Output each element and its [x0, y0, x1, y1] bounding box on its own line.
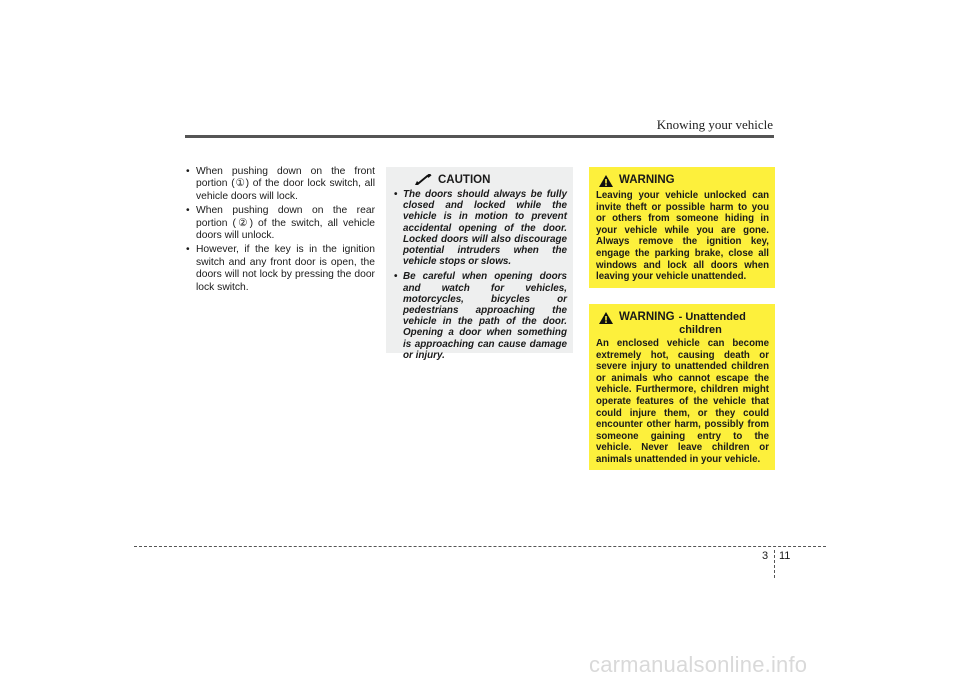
- warning-header: [599, 311, 769, 324]
- caution-title: CAUTION: [438, 174, 491, 186]
- warning-subtitle-cont: children: [679, 324, 722, 336]
- warning-subtitle: - Unattended: [678, 311, 746, 323]
- warning-box-children: [589, 304, 775, 470]
- bullet-item: • When pushing down on the front portion (①) of the door lock switch, all vehicle doors will lock.: [185, 166, 375, 203]
- page-number: 11: [779, 550, 791, 562]
- caution-item: • Be careful when opening doors and watch for vehicles, motorcycles, bicycles or pedestrians approaching the vehicle in the path of the door. Opening a door when something is approaching can cause damage or injury.: [394, 271, 567, 361]
- warning-title: WARNING: [619, 174, 675, 186]
- pencil-caution-icon: [414, 174, 432, 186]
- body-text-column: [185, 166, 375, 296]
- caution-box: [386, 167, 573, 361]
- caution-item: • The doors should always be fully closed and locked while the vehicle is in motion to prevent accidental opening of the door. Locked doors will also discourage potential intruders when the vehicle stops or slows.: [394, 189, 567, 267]
- header-rule: [185, 135, 774, 138]
- warning-text: An enclosed vehicle can become extremely hot, causing death or severe injury to unattended children or animals who cannot escape the vehicle. Furthermore, children might operate features of the vehicle that could injure them, or they could encounter other harm, possibly from someone gaining entry to the vehicle. Never leave children or animals unattended in your vehicle.: [596, 338, 769, 465]
- bullet-item: • However, if the key is in the ignition switch and any front door is open, the doors will not lock by pressing the door lock switch.: [185, 244, 375, 294]
- watermark: carmanualsonline.info: [589, 652, 808, 677]
- warning-title: WARNING: [619, 311, 675, 323]
- bullet-item: • When pushing down on the rear portion (②) of the switch, all vehicle doors will unlock.: [185, 205, 375, 242]
- warning-triangle-icon: [599, 175, 613, 187]
- section-title: Knowing your vehicle: [656, 117, 773, 132]
- warning-header: [599, 174, 769, 187]
- footer-rule: [134, 546, 826, 547]
- warning-box-unlocked: [589, 167, 775, 288]
- warning-text: Leaving your vehicle unlocked can invite theft or possible harm to you or others from someone hiding in your vehicle while you are gone. Always remove the ignition key, engage the parking brake, close all windows and lock all doors when leaving your vehicle unattended.: [596, 190, 769, 283]
- chapter-number: 3: [762, 550, 769, 562]
- caution-header: [414, 174, 567, 186]
- warning-triangle-icon: [599, 312, 613, 324]
- page-divider: [774, 550, 775, 578]
